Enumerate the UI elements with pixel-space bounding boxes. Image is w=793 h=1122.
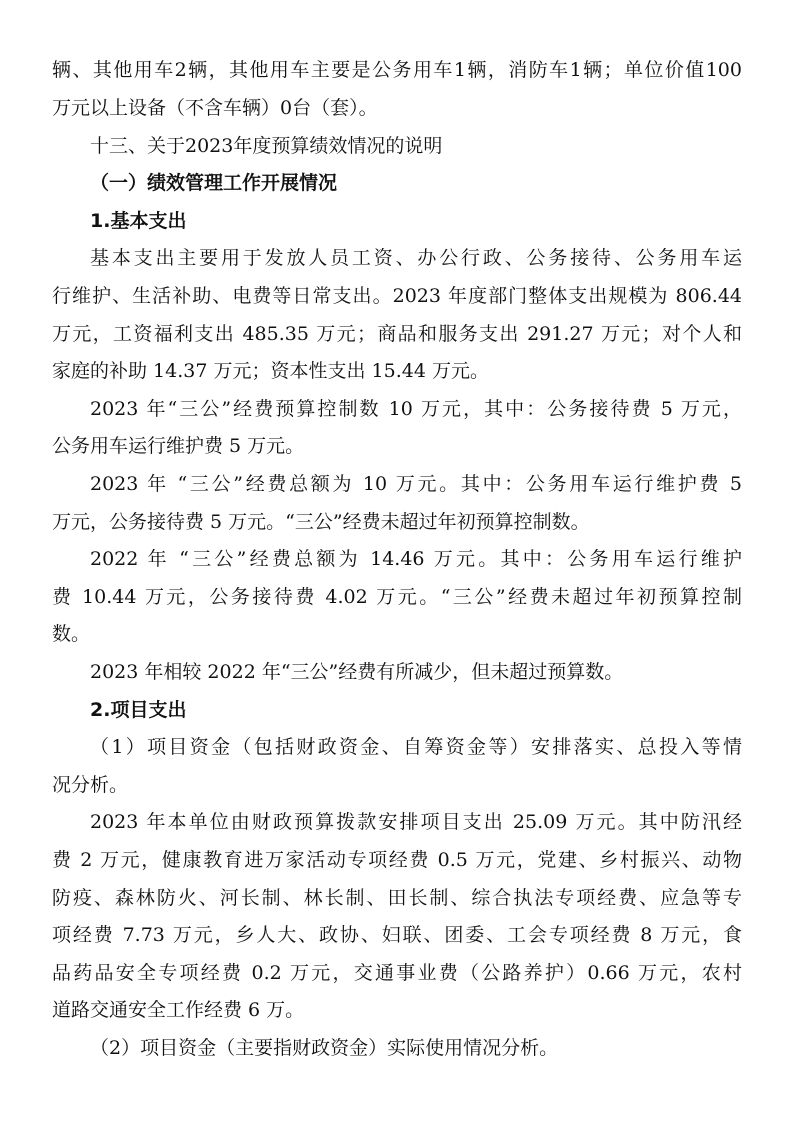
paragraph-line: 项经费 7.73 万元，乡人大、政协、妇联、团委、工会专项经费 8 万元，食 [52, 924, 742, 946]
subsection-heading: （一）绩效管理工作开展情况 [90, 172, 338, 194]
paragraph-line: 万元，工资福利支出 485.35 万元；商品和服务支出 291.27 万元；对个人和 [52, 323, 742, 345]
paragraph-line: 行维护、生活补助、电费等日常支出。2023 年度部门整体支出规模为 806.44 [52, 285, 742, 307]
item-heading: 1.基本支出 [90, 210, 187, 232]
paragraph-line: 费 10.44 万元，公务接待费 4.02 万元。“三公”经费未超过年初预算控制 [52, 586, 742, 608]
section-heading: 十三、关于2023年度预算绩效情况的说明 [90, 135, 443, 157]
paragraph-line: （1）项目资金（包括财政资金、自筹资金等）安排落实、总投入等情 [90, 736, 742, 758]
paragraph-line: 道路交通安全工作经费 6 万。 [52, 999, 305, 1021]
paragraph-line: 费 2 万元，健康教育进万家活动专项经费 0.5 万元，党建、乡村振兴、动物 [52, 849, 742, 871]
paragraph-line: 家庭的补助 14.37 万元；资本性支出 15.44 万元。 [52, 360, 489, 382]
paragraph-line: 2023 年“三公”经费预算控制数 10 万元，其中：公务接待费 5 万元， [90, 398, 742, 420]
paragraph-line: 防疫、森林防火、河长制、林长制、田长制、综合执法专项经费、应急等专 [52, 887, 742, 909]
paragraph-line: 2022 年 “三公”经费总额为 14.46 万元。其中：公务用车运行维护 [90, 548, 742, 570]
paragraph-line: 辆、其他用车2辆，其他用车主要是公务用车1辆，消防车1辆；单位价值100 [52, 59, 742, 81]
paragraph-line: 2023 年 “三公”经费总额为 10 万元。其中：公务用车运行维护费 5 [90, 473, 742, 495]
item-heading: 2.项目支出 [90, 699, 187, 721]
paragraph-line: 公务用车运行维护费 5 万元。 [52, 435, 305, 457]
paragraph-line: 数。 [52, 623, 91, 645]
paragraph-line: 品药品安全专项经费 0.2 万元，交通事业费（公路养护）0.66 万元，农村 [52, 962, 742, 984]
paragraph-line: 基本支出主要用于发放人员工资、办公行政、公务接待、公务用车运 [90, 247, 742, 269]
paragraph-line: 万元以上设备（不含车辆）0台（套）。 [52, 97, 378, 119]
paragraph-line: （2）项目资金（主要指财政资金）实际使用情况分析。 [90, 1037, 559, 1059]
paragraph-line: 2023 年本单位由财政预算拨款安排项目支出 25.09 万元。其中防汛经 [90, 811, 742, 833]
paragraph-line: 2023 年相较 2022 年“三公”经费有所减少，但未超过预算数。 [90, 661, 624, 683]
paragraph-line: 况分析。 [52, 774, 129, 796]
paragraph-line: 万元，公务接待费 5 万元。“三公”经费未超过年初预算控制数。 [52, 511, 590, 533]
